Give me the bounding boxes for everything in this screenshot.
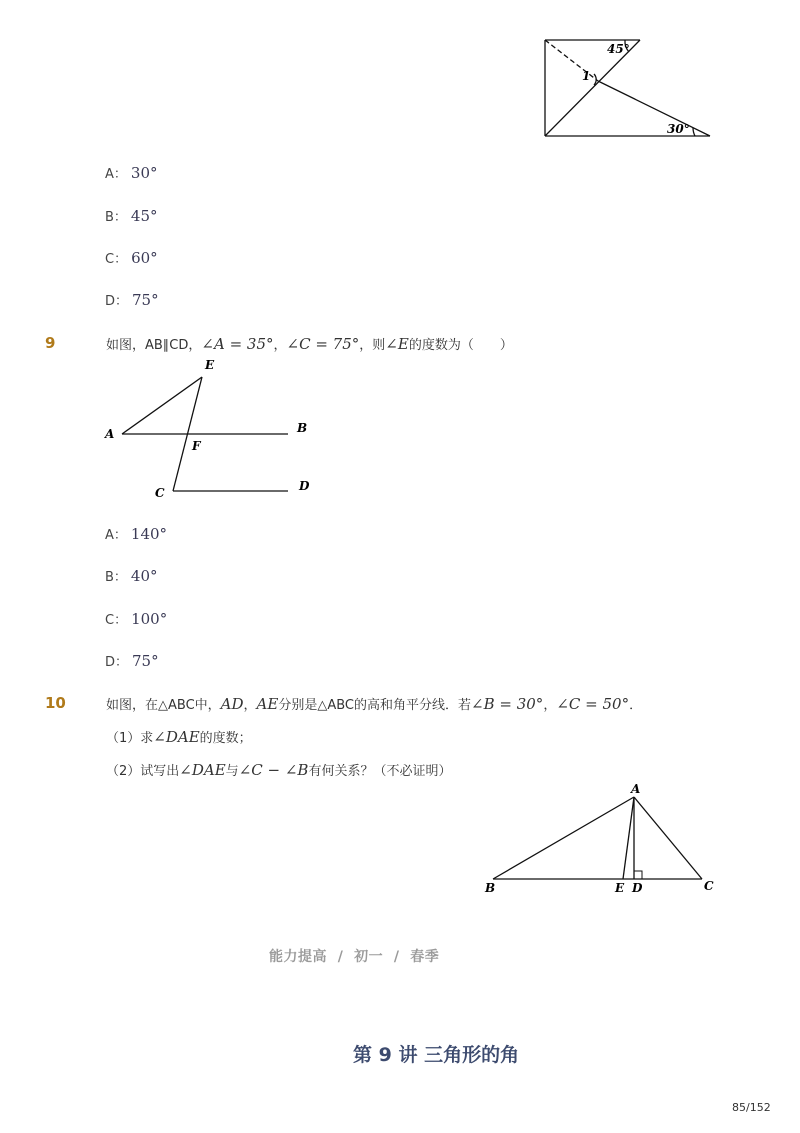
q8-option-b[interactable] [105,206,158,225]
q9-label-c: C [155,486,165,500]
q9-label-b: B [297,421,308,435]
q10-part-1: （1）求∠DAE的度数； [106,728,252,746]
option-value: 60° [131,249,158,267]
q10-label-b: B [485,881,496,895]
option-value: 45° [130,207,158,225]
q8-hypotenuse [598,81,710,136]
q8-label-30: 30° [667,122,690,136]
q9-option-d[interactable] [105,651,159,670]
q8-label-45: 45° [607,42,630,56]
option-letter: B： [105,210,127,225]
option-value: 40° [130,567,158,585]
q10-label-d: D [632,881,643,895]
lesson-title: 第 9 讲 三角形的角 [353,1044,520,1066]
option-value: 75° [132,291,159,309]
option-letter: D： [105,294,129,309]
q10-line-ab [493,797,634,879]
option-letter: C： [105,252,128,267]
option-letter: B： [105,570,127,585]
q9-option-c[interactable] [105,609,167,628]
q9-stem: 如图，AB∥CD，∠A = 35°，∠C = 75°，则∠E的度数为（ ） [106,335,513,353]
q9-label-a: A [105,427,115,441]
option-letter: C： [105,613,128,628]
q10-part-2: （2）试写出∠DAE与∠C − ∠B有何关系？（不必证明） [106,761,452,779]
q10-stem: 如图，在△ABC中，AD，AE分别是△ABC的高和角平分线．若∠B = 30°，∠C = 50°． [106,695,643,713]
q9-label-d: D [299,479,310,493]
q8-option-c[interactable] [105,248,158,267]
q8-option-d[interactable] [105,290,159,309]
q9-figure [95,352,325,502]
q8-figure [530,30,730,145]
q10-label-e: E [615,881,625,895]
q9-option-a[interactable] [105,524,167,543]
q8-label-1: 1 [582,69,591,83]
q10-label-a: A [631,782,641,796]
option-letter: A： [105,167,127,182]
option-letter: A： [105,528,127,543]
q10-label-c: C [704,879,714,893]
option-letter: D： [105,655,129,670]
q9-label-e: E [205,358,215,372]
q8-option-a[interactable] [105,163,158,182]
q10-number: 10 [45,694,66,712]
q10-line-ac [634,797,702,879]
course-breadcrumb: 能力提高 / 初一 / 春季 [269,949,440,965]
q10-bisector-ae [623,797,634,879]
q8-arc-1 [594,74,596,85]
option-value: 100° [131,610,168,628]
q10-right-angle-mark [634,871,642,879]
option-value: 140° [130,525,168,543]
q9-option-b[interactable] [105,566,158,585]
q9-number: 9 [45,334,56,352]
page-number: 85/152 [732,1101,771,1114]
option-value: 30° [130,164,158,182]
q10-figure [475,780,725,900]
q9-label-f: F [192,439,201,453]
option-value: 75° [132,652,159,670]
